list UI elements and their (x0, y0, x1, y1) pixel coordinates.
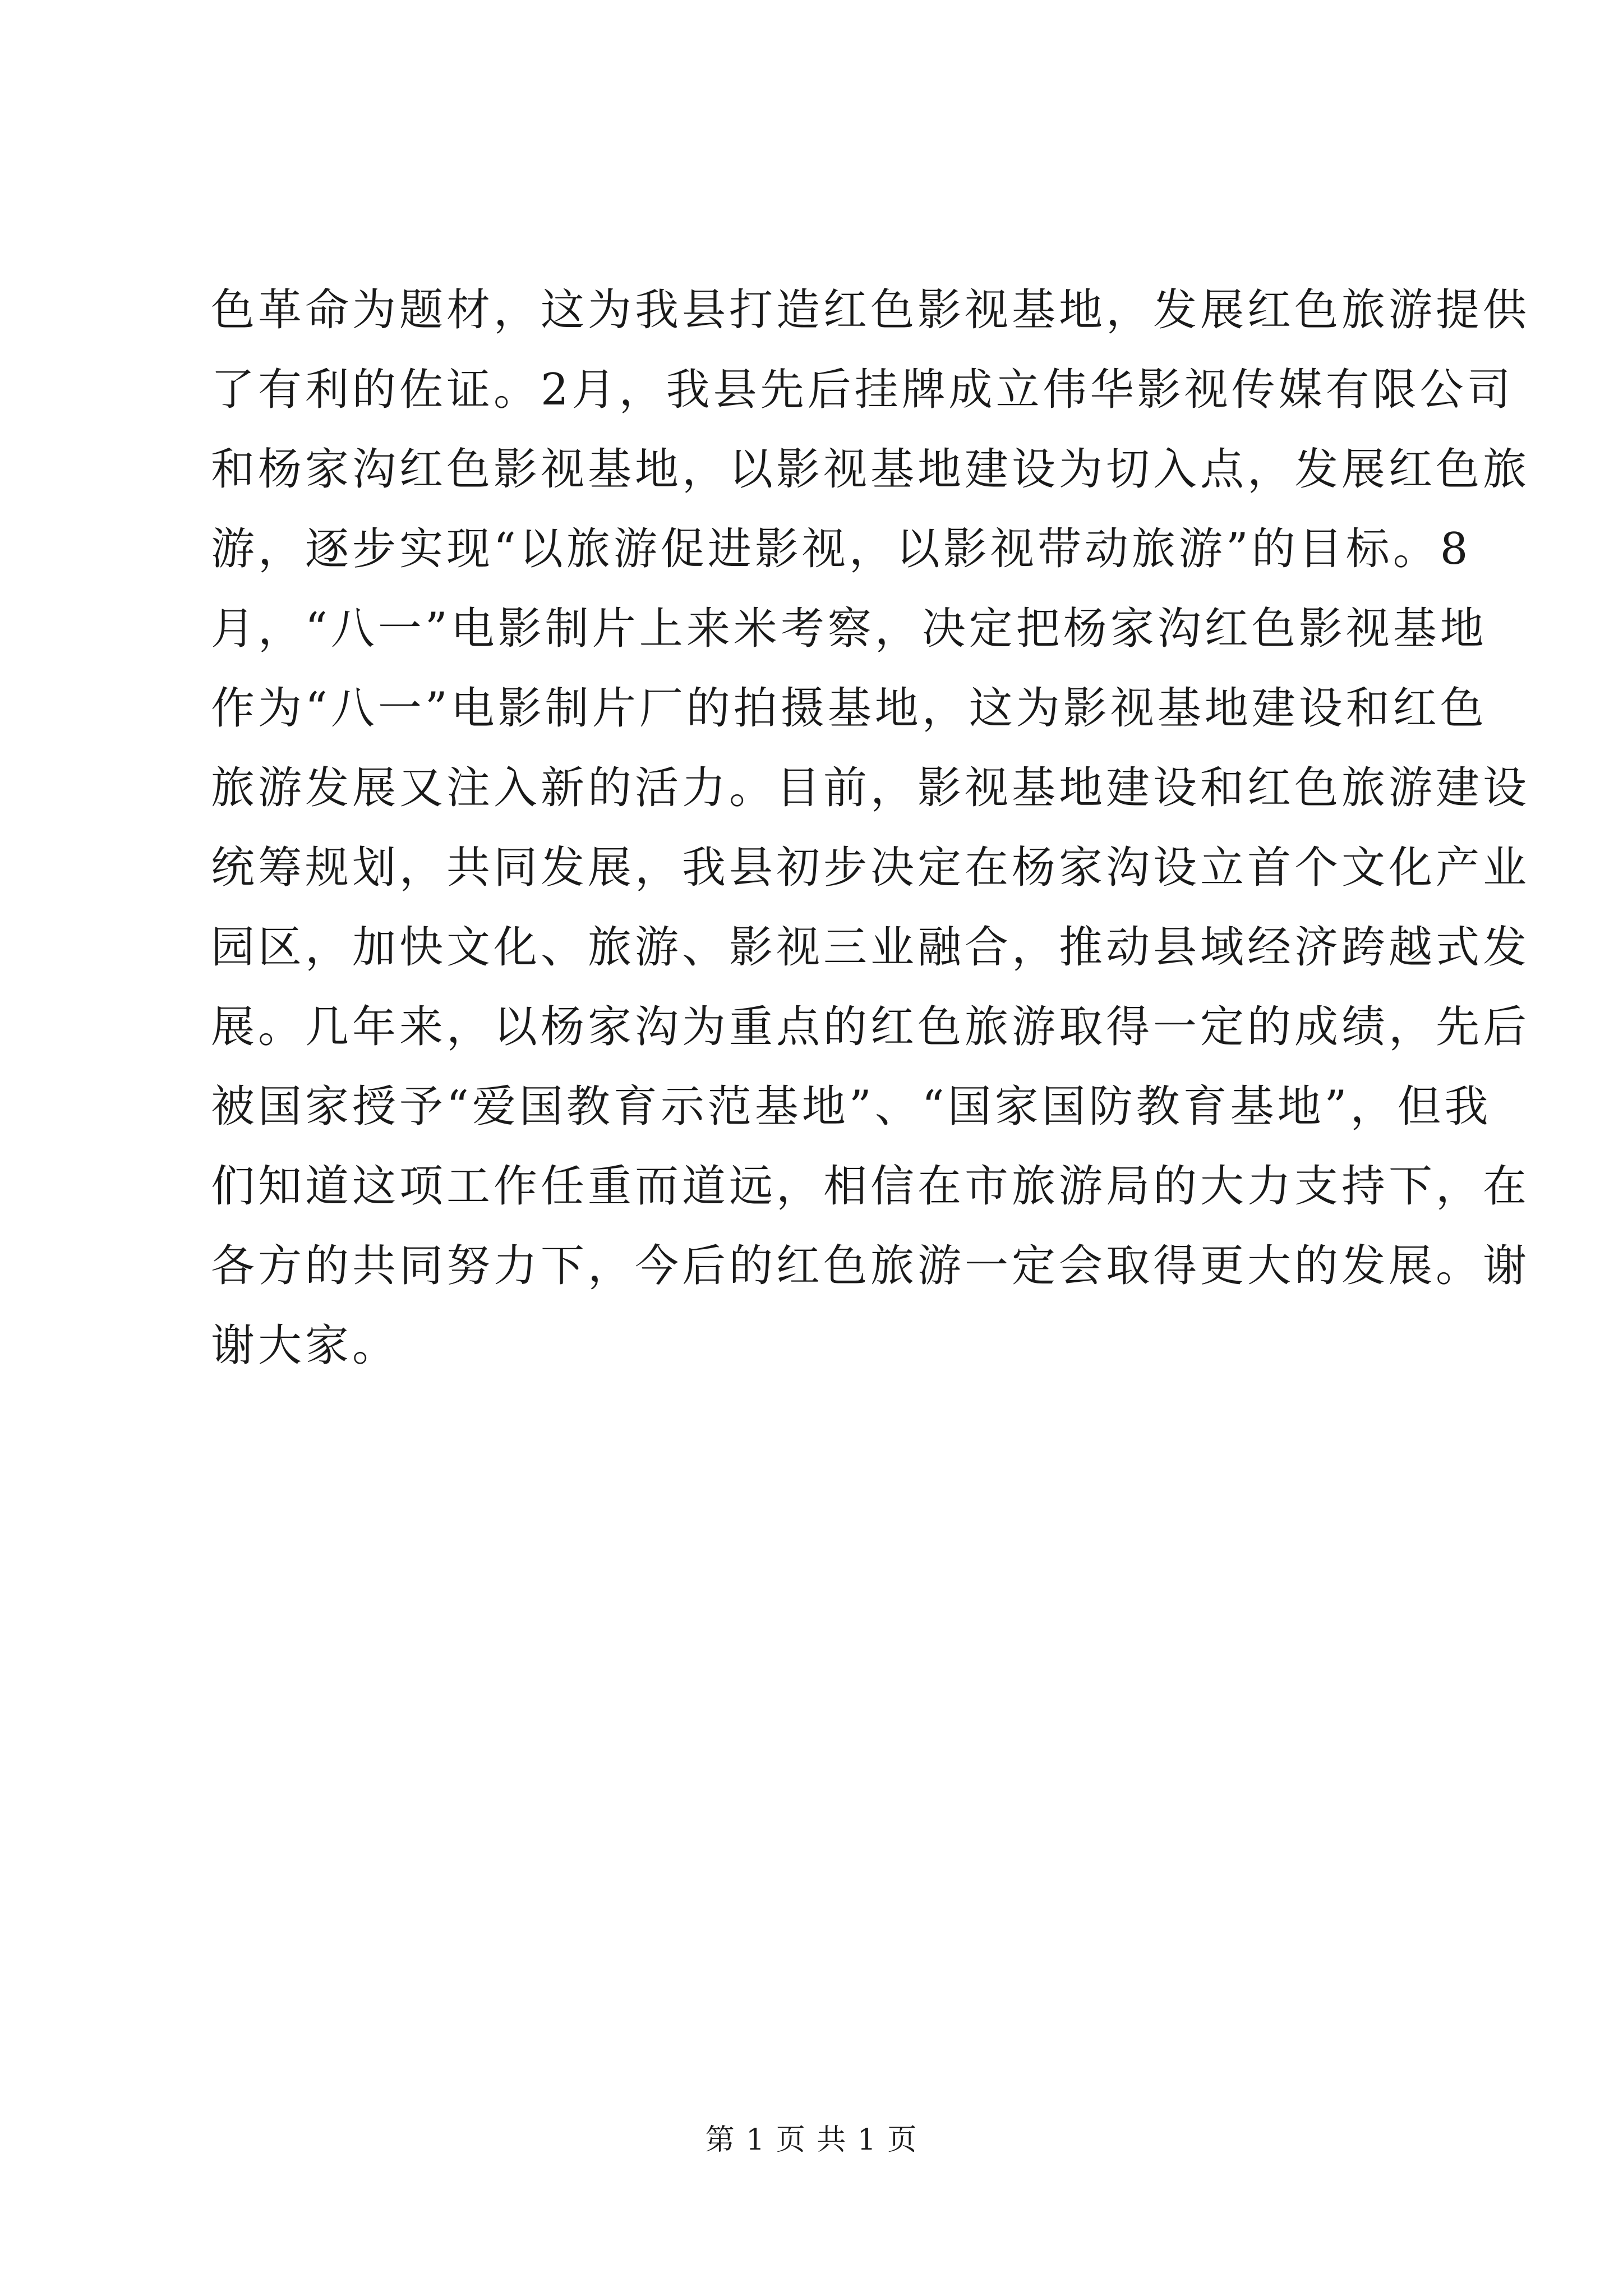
text-line-last: 谢大家。 (211, 1320, 400, 1371)
text-line: 各方的共同努力下，今后的红色旅游一定会取得更大的发展。谢 (211, 1241, 1530, 1291)
text-line: 色革命为题材，这为我县打造红色影视基地，发展红色旅游提供 (211, 285, 1530, 335)
text-line: 们知道这项工作任重而道远，相信在市旅游局的大力支持下，在 (211, 1161, 1530, 1212)
text-line: 和杨家沟红色影视基地，以影视基地建设为切入点，发展红色旅 (211, 444, 1530, 495)
text-line: 游，逐步实现“以旅游促进影视，以影视带动旅游”的目标。8 (211, 524, 1472, 574)
text-line: 月，“八一”电影制片上来米考察，决定把杨家沟红色影视基地 (211, 604, 1487, 654)
text-line: 被国家授予“爱国教育示范基地”、“国家国防教育基地”，但我 (211, 1082, 1492, 1132)
text-line: 展。几年来，以杨家沟为重点的红色旅游取得一定的成绩，先后 (211, 1002, 1530, 1052)
text-line: 作为“八一”电影制片厂的拍摄基地，这为影视基地建设和红色 (211, 683, 1487, 734)
page-number-footer: 第 1 页 共 1 页 (705, 2123, 918, 2157)
text-line: 了有利的佐证。2月，我县先后挂牌成立伟华影视传媒有限公司 (211, 365, 1514, 415)
text-line: 旅游发展又注入新的活力。目前，影视基地建设和红色旅游建设 (211, 763, 1530, 813)
text-line: 园区，加快文化、旅游、影视三业融合，推动县域经济跨越式发 (211, 922, 1530, 973)
text-line: 统筹规划，共同发展，我县初步决定在杨家沟设立首个文化产业 (211, 843, 1530, 893)
body-paragraph (211, 270, 1530, 1386)
